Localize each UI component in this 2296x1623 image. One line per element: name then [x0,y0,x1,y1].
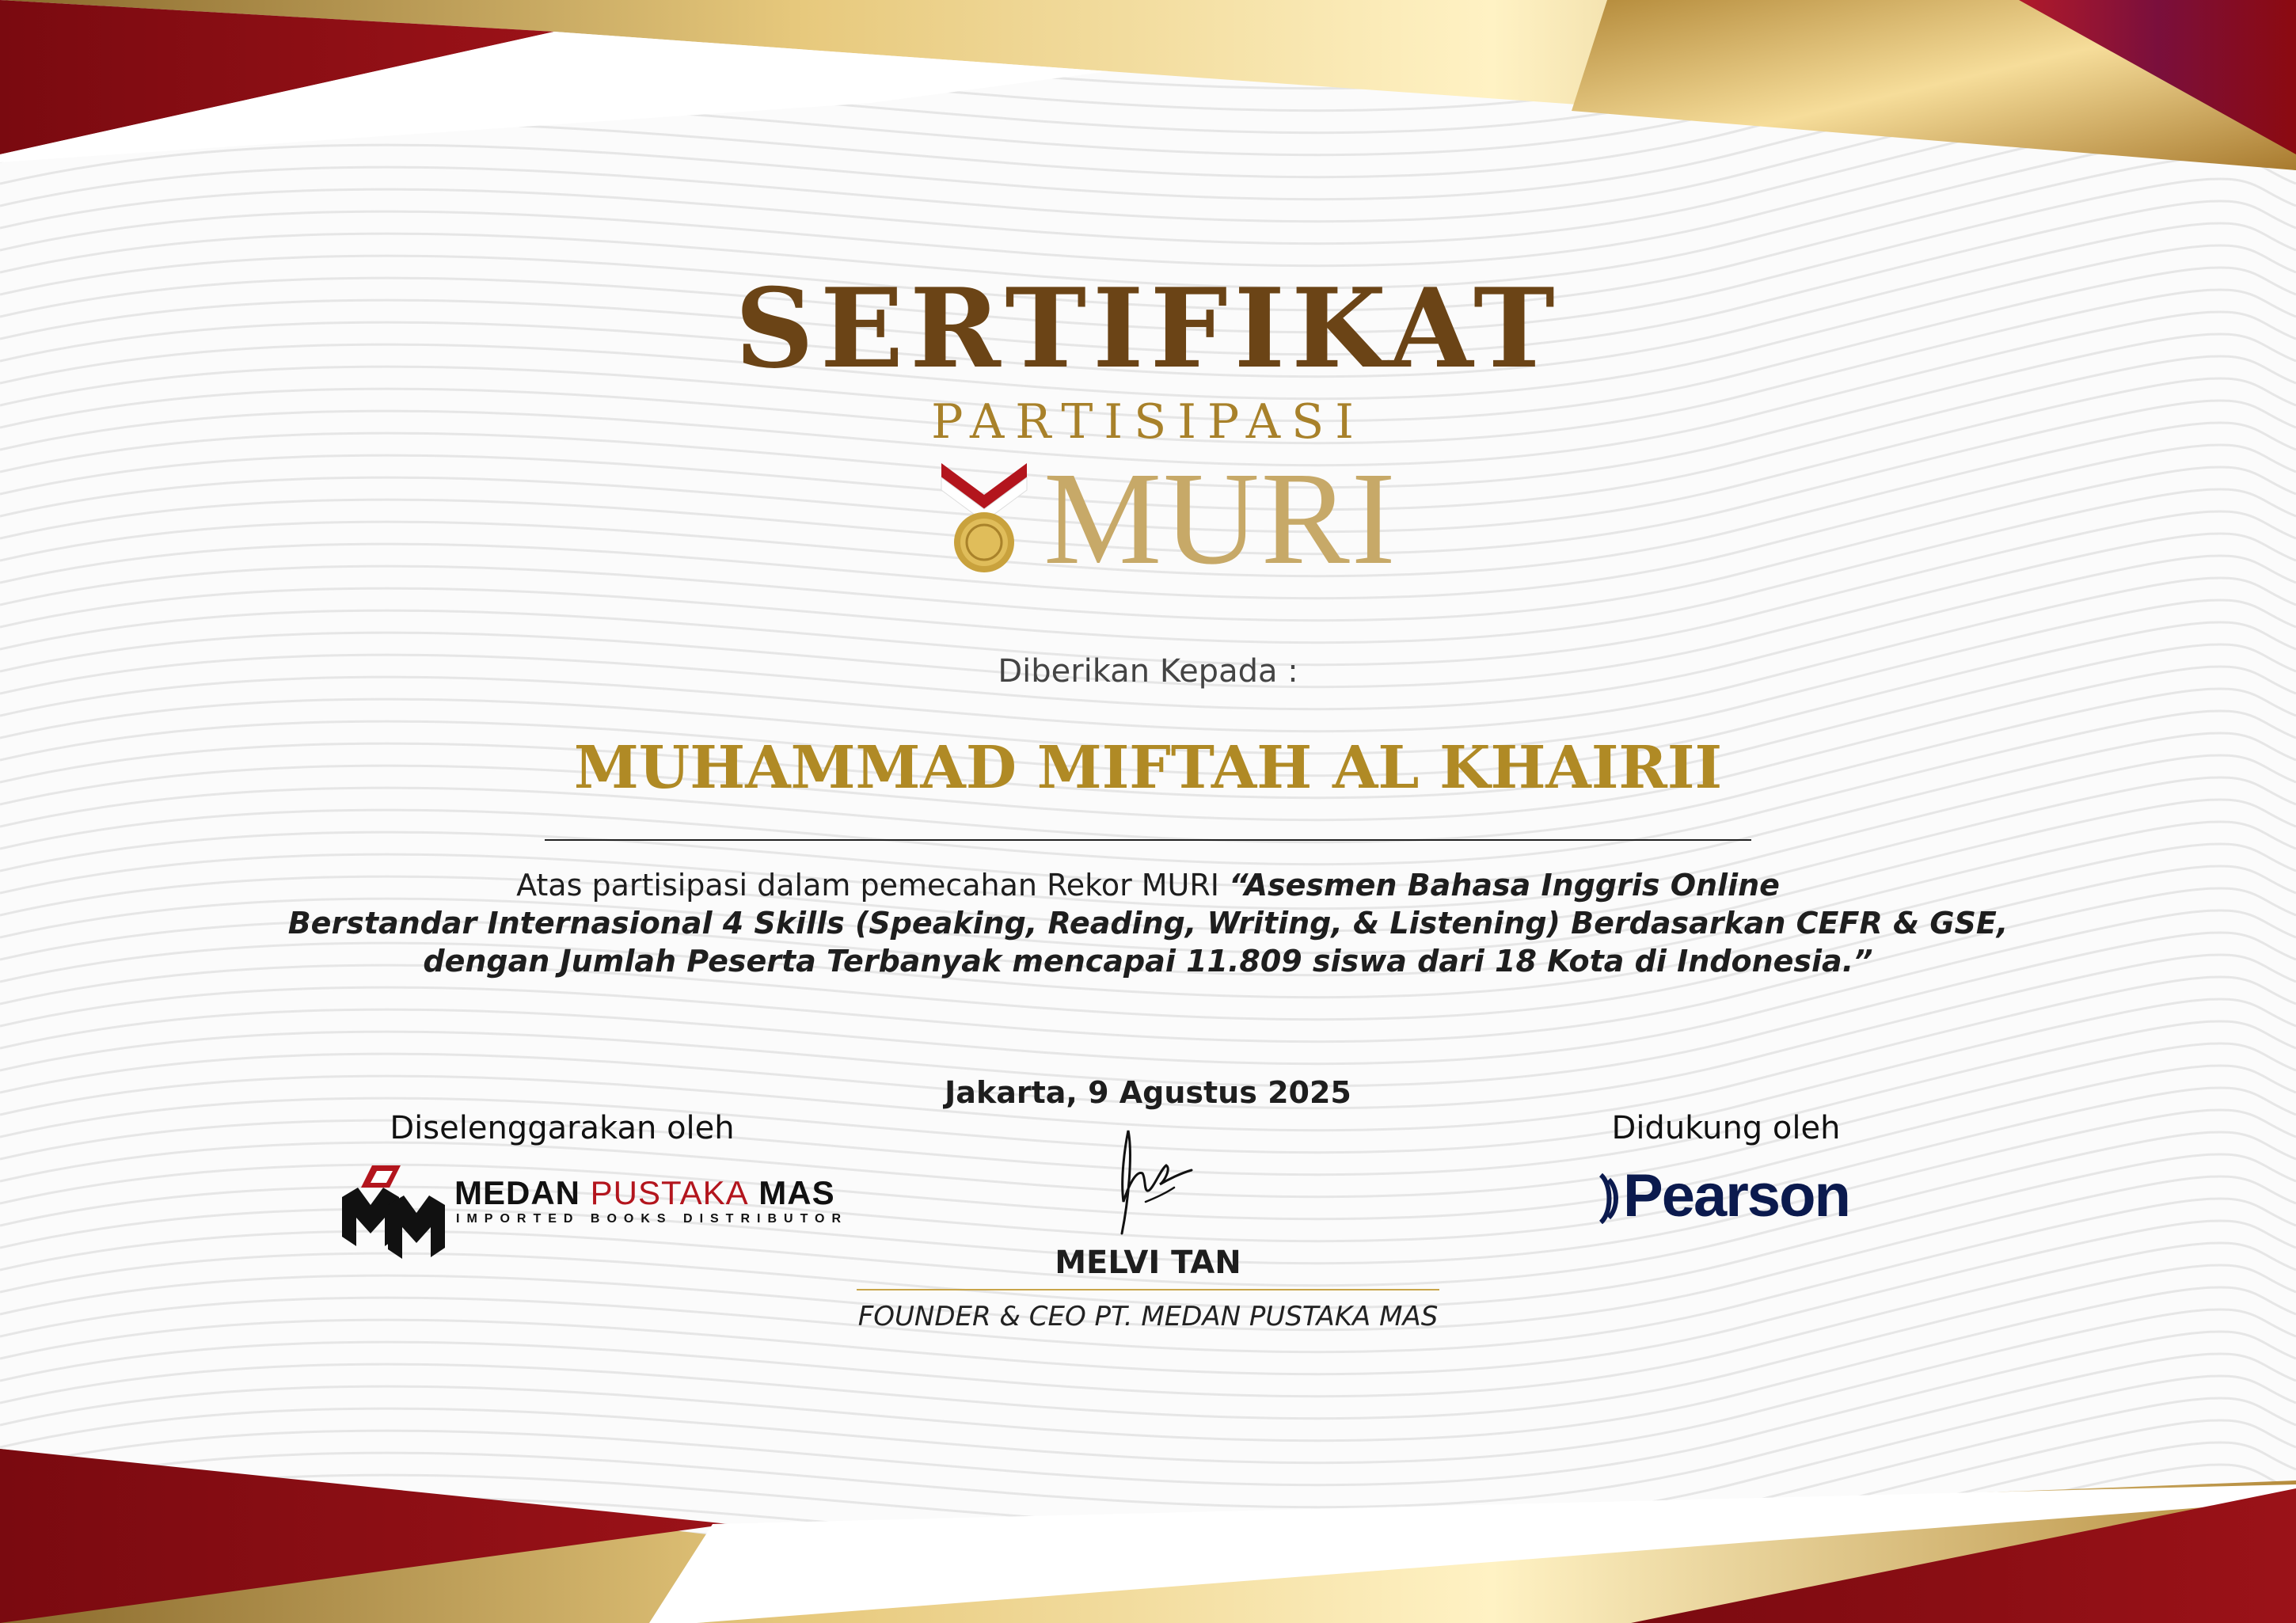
certificate-title: SERTIFIKAT [735,264,1561,393]
organized-by-label: Diselenggarakan oleh [390,1110,735,1146]
signature-line [857,1289,1439,1290]
description-line-3: dengan Jumlah Peserta Terbanyak mencapai 11.809 siswa dari 18 Kota di Indonesia.” [423,944,1873,979]
place-date: Jakarta, 9 Agustus 2025 [945,1075,1351,1110]
signatory-name: MELVI TAN [1055,1245,1241,1281]
recipient-name: MUHAMMAD MIFTAH AL KHAIRII [573,734,1723,802]
description-record-title: “Asesmen Bahasa Inggris Online [1229,868,1780,903]
supporter-name: Pearson [1623,1162,1849,1230]
muri-logo-text: MURI [1043,445,1397,592]
description-line-1 [0,866,2296,904]
certificate-subtitle: PARTISIPASI [931,394,1365,450]
organizer-name: MEDAN PUSTAKA MAS [454,1174,835,1211]
signatory-role: FOUNDER & CEO PT. MEDAN PUSTAKA MAS [857,1301,1439,1332]
pearson-logo-icon [1598,1173,1621,1224]
supported-by-label: Didukung oleh [1611,1110,1841,1146]
name-underline [545,839,1751,841]
description [0,866,2296,980]
description-line-2: Berstandar Internasional 4 Skills (Speaking, Reading, Writing, & Listening) Berdasarkan CEFR & GSE, [287,906,2009,941]
muri-medal-icon [938,463,1033,574]
signature [1104,1123,1199,1241]
organizer-tagline: IMPORTED BOOKS DISTRIBUTOR [456,1212,849,1226]
description-intro: Atas partisipasi dalam pemecahan Rekor MURI [516,868,1230,903]
given-to-label: Diberikan Kepada : [998,653,1298,690]
